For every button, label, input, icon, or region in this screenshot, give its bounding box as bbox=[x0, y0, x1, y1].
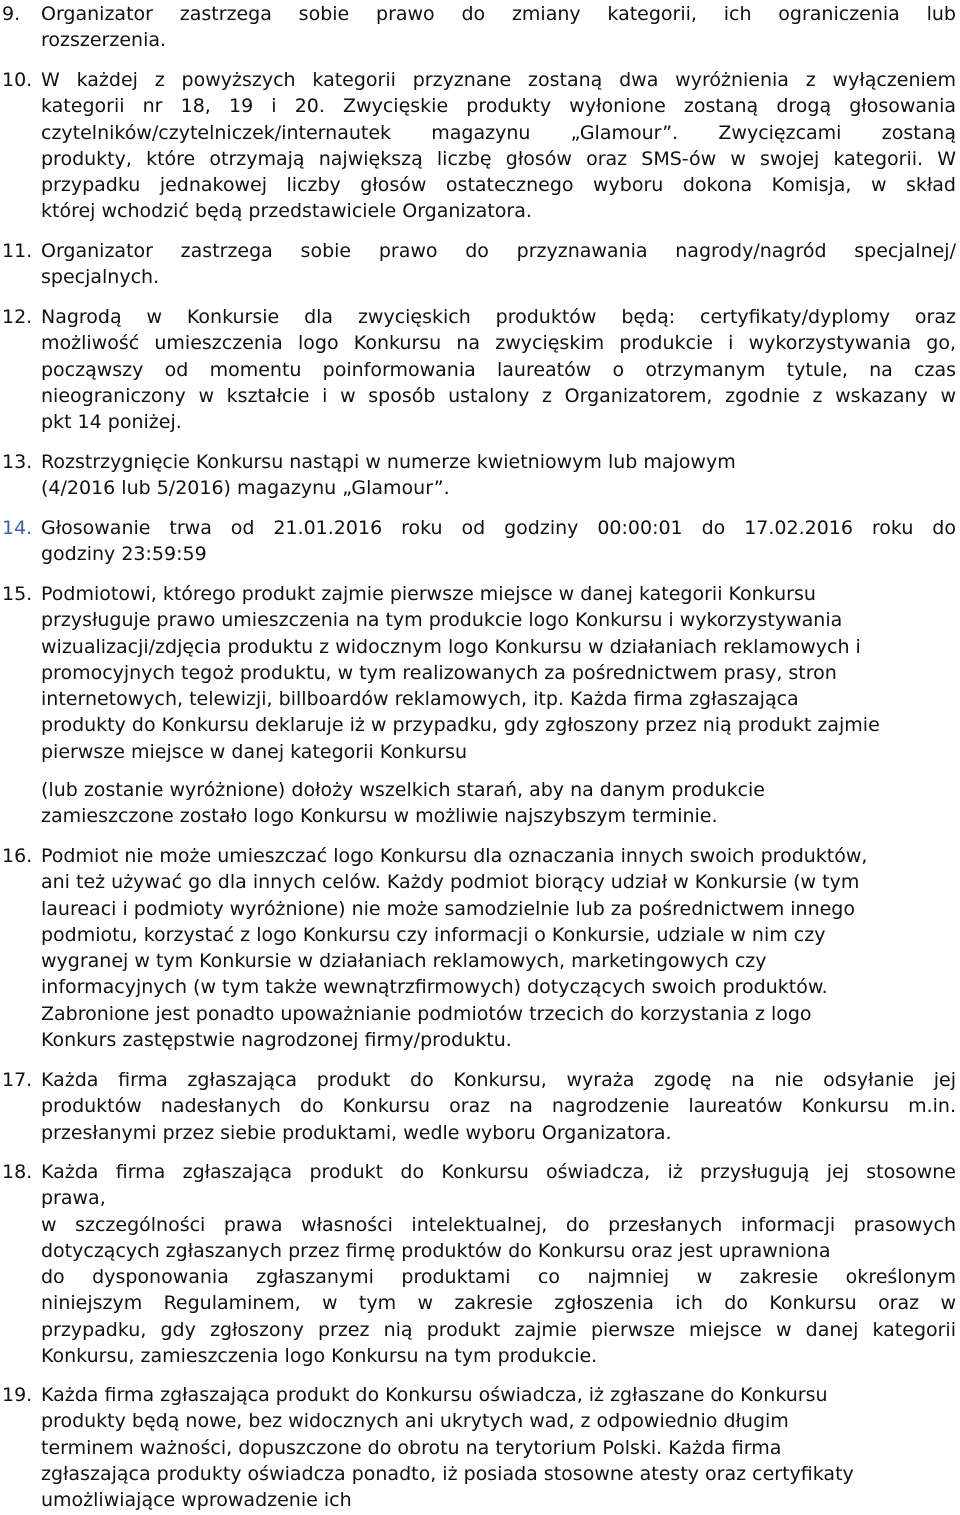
text-line: Głosowanie trwa od 21.01.2016 roku od godziny 00:00:01 do 17.02.2016 roku do bbox=[41, 517, 956, 539]
text-line: laureaci i podmioty wyróżnione) nie może samodzielnie lub za pośrednictwem innego bbox=[41, 897, 855, 920]
list-item bbox=[0, 304, 960, 435]
list-item-text bbox=[41, 1, 956, 54]
list-item-text bbox=[41, 304, 956, 435]
list-item bbox=[0, 1, 960, 54]
text-line: do dysponowania zgłaszanymi produktami co najmniej w zakresie określonym bbox=[41, 1266, 956, 1289]
text-line: począwszy od momentu poinformowania laureatów o otrzymanym tytule, na czas bbox=[41, 358, 956, 381]
text-line: promocyjnych tegoż produktu, w tym realizowanych za pośrednictwem prasy, stron bbox=[41, 661, 837, 684]
text-line: informacyjnych (w tym także wewnątrzfirmowych) dotyczących swoich produktów. bbox=[41, 976, 828, 999]
text-line: przesłanymi przez siebie produktami, wedle wyboru Organizatora. bbox=[41, 1121, 672, 1144]
list-item-number: 15. bbox=[2, 583, 33, 605]
text-line: pkt 14 poniżej. bbox=[41, 411, 182, 434]
text-line: nieograniczony w kształcie i w sposób ustalony z Organizatorem, zgodnie z wskazany w bbox=[41, 384, 956, 407]
text-line: kategorii nr 18, 19 i 20. Zwycięskie produkty wyłonione zostaną drogą głosowania bbox=[41, 95, 956, 118]
text-line: Organizator zastrzega sobie prawo do przyznawania nagrody/nagród specjalnej/ bbox=[41, 240, 956, 262]
text-line: (lub zostanie wyróżnione) dołoży wszelkich starań, aby na danym produkcie bbox=[41, 779, 765, 802]
text-line: przypadku, gdy zgłoszony przez nią produkt zajmie pierwsze miejsce w danej kategorii bbox=[41, 1318, 956, 1341]
text-line: rozszerzenia. bbox=[41, 29, 167, 52]
text-line: specjalnych. bbox=[41, 266, 160, 289]
text-line: przypadku jednakowej liczby głosów ostatecznego wyboru dokona Komisja, w skład bbox=[41, 174, 956, 197]
text-line: internetowych, telewizji, billboardów reklamowych, itp. Każda firma zgłaszająca bbox=[41, 688, 799, 711]
list-item bbox=[0, 843, 960, 1053]
text-line: możliwość umieszczenia logo Konkursu na zwycięskim produkcie i wykorzystywania go, bbox=[41, 332, 956, 355]
text-line: zgłaszająca produkty oświadcza ponadto, iż posiada stosowne atesty oraz certyfikaty bbox=[41, 1462, 854, 1485]
list-item bbox=[0, 515, 960, 568]
list-item-text bbox=[41, 449, 956, 502]
text-line: wygranej w tym Konkursie w działaniach reklamowych, marketingowych czy bbox=[41, 950, 767, 973]
list-item-number: 14. bbox=[2, 517, 33, 539]
list-item-text bbox=[41, 1067, 956, 1146]
text-line: Konkurs zastępstwie nagrodzonej firmy/produktu. bbox=[41, 1029, 512, 1052]
text-line: produkty do Konkursu deklaruje iż w przypadku, gdy zgłoszony przez nią produkt zajmie bbox=[41, 714, 880, 737]
text-line: Nagrodą w Konkursie dla zwycięskich produktów będą: certyfikaty/dyplomy oraz bbox=[41, 306, 956, 328]
list-item-text bbox=[41, 843, 956, 1053]
text-line: przysługuje prawo umieszczenia na tym produkcie logo Konkursu i wykorzystywania bbox=[41, 609, 843, 632]
paragraph-gap bbox=[41, 765, 956, 777]
list-item-text bbox=[41, 67, 956, 225]
text-line: w szczególności prawa własności intelektualnej, do przesłanych informacji prasowych bbox=[41, 1213, 956, 1236]
list-item-number: 11. bbox=[2, 240, 33, 262]
list-item-number: 12. bbox=[2, 306, 33, 328]
text-line: Podmiotowi, którego produkt zajmie pierwsze miejsce w danej kategorii Konkursu bbox=[41, 583, 816, 605]
text-line: Podmiot nie może umieszczać logo Konkursu dla oznaczania innych swoich produktów, bbox=[41, 845, 868, 867]
list-item-number: 18. bbox=[2, 1161, 33, 1183]
list-item-text bbox=[41, 581, 956, 830]
list-item-text bbox=[41, 1382, 956, 1513]
text-line: pierwsze miejsce w danej kategorii Konkursu bbox=[41, 740, 468, 763]
list-item bbox=[0, 238, 960, 291]
list-item-number: 9. bbox=[2, 3, 21, 25]
list-item bbox=[0, 1067, 960, 1146]
text-line: dotyczących zgłaszanych przez firmę produktów do Konkursu oraz jest uprawniona bbox=[41, 1239, 831, 1262]
text-line: (4/2016 lub 5/2016) magazynu „Glamour”. bbox=[41, 477, 450, 500]
text-line: Organizator zastrzega sobie prawo do zmiany kategorii, ich ograniczenia lub bbox=[41, 3, 956, 25]
text-line: Konkursu, zamieszczenia logo Konkursu na tym produkcie. bbox=[41, 1345, 598, 1368]
text-line: godziny 23:59:59 bbox=[41, 543, 207, 566]
text-line: produkty, które otrzymają największą liczbę głosów oraz SMS-ów w swojej kategorii. W bbox=[41, 147, 956, 170]
text-line: prawa, bbox=[41, 1187, 106, 1210]
list-item-number: 13. bbox=[2, 451, 33, 473]
text-line: produkty będą nowe, bez widocznych ani ukrytych wad, z odpowiednio długim bbox=[41, 1410, 789, 1433]
text-line: czytelników/czytelniczek/internautek magazynu „Glamour”. Zwycięzcami zostaną bbox=[41, 121, 956, 144]
text-line: Każda firma zgłaszająca produkt do Konkursu, wyraża zgodę na nie odsyłanie jej bbox=[41, 1069, 956, 1091]
list-item bbox=[0, 449, 960, 502]
list-item-number: 17. bbox=[2, 1069, 33, 1091]
text-line: ani też używać go dla innych celów. Każdy podmiot biorący udział w Konkursie (w tym bbox=[41, 871, 860, 894]
list-item-number: 19. bbox=[2, 1384, 33, 1406]
text-line: której wchodzić będą przedstawiciele Organizatora. bbox=[41, 200, 532, 223]
text-line: zamieszczone zostało logo Konkursu w możliwie najszybszym terminie. bbox=[41, 805, 718, 828]
list-item-text bbox=[41, 515, 956, 568]
text-line: W każdej z powyższych kategorii przyznane zostaną dwa wyróżnienia z wyłączeniem bbox=[41, 69, 956, 91]
list-item bbox=[0, 1159, 960, 1369]
list-item-text bbox=[41, 1159, 956, 1369]
text-line: Każda firma zgłaszająca produkt do Konkursu oświadcza, iż zgłaszane do Konkursu bbox=[41, 1384, 828, 1406]
text-line: Rozstrzygnięcie Konkursu nastąpi w numerze kwietniowym lub majowym bbox=[41, 451, 736, 473]
list-item bbox=[0, 1382, 960, 1513]
list-item-number: 16. bbox=[2, 845, 33, 867]
text-line: Zabronione jest ponadto upoważnianie podmiotów trzecich do korzystania z logo bbox=[41, 1002, 812, 1025]
text-line: podmiotu, korzystać z logo Konkursu czy informacji o Konkursie, udziale w nim czy bbox=[41, 923, 826, 946]
list-item-number: 10. bbox=[2, 69, 33, 91]
list-item bbox=[0, 581, 960, 830]
list-item bbox=[0, 67, 960, 225]
text-line: wizualizacji/zdjęcia produktu z widocznym logo Konkursu w działaniach reklamowych i bbox=[41, 635, 861, 658]
text-line: produktów nadesłanych do Konkursu oraz na nagrodzenie laureatów Konkursu m.in. bbox=[41, 1095, 956, 1118]
text-line: Każda firma zgłaszająca produkt do Konkursu oświadcza, iż przysługują jej stosowne bbox=[41, 1161, 956, 1183]
list-item-text bbox=[41, 238, 956, 291]
text-line: umożliwiające wprowadzenie ich bbox=[41, 1489, 352, 1512]
text-line: terminem ważności, dopuszczone do obrotu na terytorium Polski. Każda firma bbox=[41, 1436, 782, 1459]
text-line: niniejszym Regulaminem, w tym w zakresie zgłoszenia ich do Konkursu oraz w bbox=[41, 1292, 956, 1315]
